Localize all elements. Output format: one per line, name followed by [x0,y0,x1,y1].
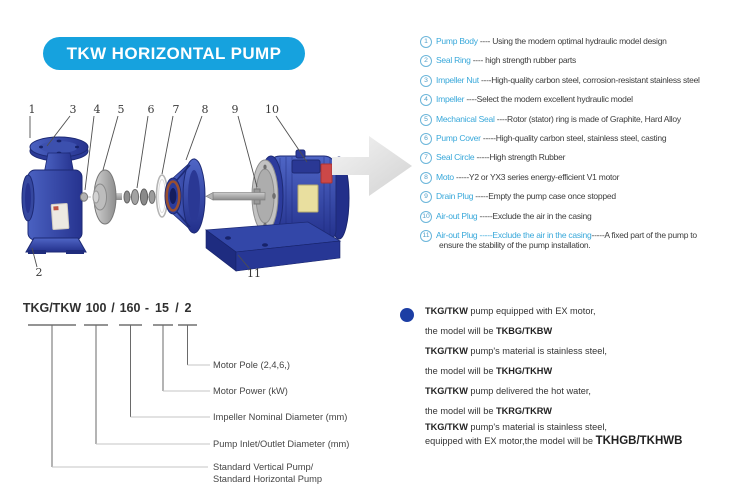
list-item: 8 Moto -----Y2 or YX3 series energy-efficient V1 motor [420,172,754,184]
note-line: TKG/TKW pump's material is stainless steel, [425,346,607,356]
label-pump-type-1: Standard Vertical Pump/ [213,462,314,472]
motor-shaft [206,189,265,204]
note-line: TKG/TKW pump delivered the hot water, [425,386,591,396]
list-item: 9 Drain Plug -----Empty the pump case once stopped [420,191,754,203]
note-line: the model will be TKBG/TKBW [425,326,553,336]
callout-1: 1 [28,103,36,116]
label-motor-power: Motor Power (kW) [213,386,288,396]
circled-number: 8 [420,172,432,184]
motor-base [206,222,340,271]
model-pole: 2 [184,301,192,315]
bullet-circle-icon [400,308,414,322]
circled-number: 7 [420,152,432,164]
callout-10: 10 [265,103,279,116]
model-labels [213,360,349,484]
motor-label-red [321,164,332,183]
note-line: the model will be TKRG/TKRW [425,406,552,416]
terminal-box [292,160,320,173]
callout-3: 3 [69,103,77,116]
note-line: TKG/TKW pump equipped with EX motor, [425,306,596,316]
label-pump-type-2: Standard Horizontal Pump [213,474,323,484]
model-power: 15 [155,301,169,315]
pump-exploded-diagram [10,100,350,290]
model-connectors [28,325,210,467]
circled-number: 9 [420,191,432,203]
model-code-breakdown [20,295,370,495]
list-item: 4 Impeller ----Select the modern excellent hydraulic model [420,94,754,106]
list-item: 5 Mechanical Seal ----Rotor (stator) ring is made of Graphite, Hard Alloy [420,114,754,126]
model-impeller: 160 [119,301,141,315]
list-item: 10 Air-out Plug -----Exclude the air in the casing [420,211,754,223]
pump-cover [165,159,205,233]
page-title: TKW HORIZONTAL PUMP [66,43,282,63]
list-item: 7 Seal Circle -----High strength Rubber [420,152,754,164]
callout-2: 2 [35,266,43,279]
circled-number: 6 [420,133,432,145]
list-item: 1 Pump Body ---- Using the modern optimal hydraulic model design [420,36,754,48]
impeller [93,170,122,224]
circled-number: 5 [420,114,432,126]
list-item: 2 Seal Ring ---- high strength rubber parts [420,55,754,67]
callout-11: 11 [247,267,261,280]
circled-number: 4 [420,94,432,106]
model-inlet: 100 [85,301,107,315]
arrow-right-icon [332,128,417,203]
circled-number: 11 [420,230,432,242]
callout-7: 7 [172,103,180,116]
model-code-string [23,301,192,315]
title-banner [43,37,305,70]
model-variant-notes [395,300,753,448]
circled-number: 3 [420,75,432,87]
model-sep3: / [175,301,179,315]
list-item: 3 Impeller Nut ----High-quality carbon steel, corrosion-resistant stainless steel [420,75,754,87]
list-item: 6 Pump Cover -----High-quality carbon steel, stainless steel, casting [420,133,754,145]
note-line: the model will be TKHG/TKHW [425,366,553,376]
callout-9: 9 [231,103,239,116]
model-series: TKG/TKW [22,301,82,315]
motor-nameplate [298,185,318,212]
parts-list [420,36,754,257]
model-sep2: - [144,301,150,315]
label-inlet-outlet: Pump Inlet/Outlet Diameter (mm) [213,439,350,449]
callout-4: 4 [93,103,101,116]
model-sep1: / [111,301,115,315]
label-impeller-diameter: Impeller Nominal Diameter (mm) [213,412,348,422]
impeller-nut [80,193,87,201]
mechanical-seal [124,189,155,205]
callout-8: 8 [201,103,209,116]
label-motor-pole: Motor Pole (2,4,6,) [213,360,290,370]
callout-6: 6 [147,103,155,116]
circled-number: 2 [420,55,432,67]
circled-number: 1 [420,36,432,48]
note-line: equipped with EX motor,the model will be TKHGB/TKHWB [425,435,683,447]
pump-body [22,137,88,254]
circled-number: 10 [420,211,432,223]
list-item: 11 Air-out Plug -----Exclude the air in the casing-----A fixed part of the pump to ensure the stability of the pump installation. [420,230,754,250]
note-line: TKG/TKW pump's material is stainless steel, [425,422,607,432]
callout-5: 5 [117,103,125,116]
